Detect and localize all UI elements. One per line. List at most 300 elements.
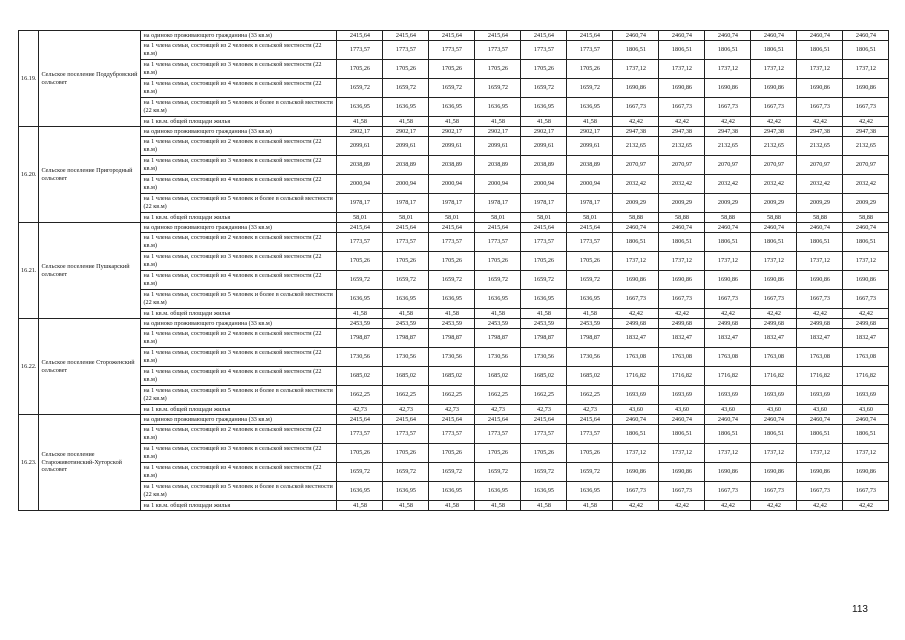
table-row xyxy=(19,271,889,290)
value-cell: 1806,51 xyxy=(705,233,751,252)
value-cell: 41,58 xyxy=(475,117,521,127)
value-cell: 1832,47 xyxy=(751,329,797,348)
value-cell: 1806,51 xyxy=(797,233,843,252)
value-cell: 1636,95 xyxy=(521,98,567,117)
value-cell: 2415,64 xyxy=(475,31,521,41)
value-cell: 2415,64 xyxy=(337,31,383,41)
value-cell: 2038,89 xyxy=(567,156,613,175)
value-cell: 2453,59 xyxy=(567,319,613,329)
value-cell: 1662,25 xyxy=(337,386,383,405)
value-cell: 1978,17 xyxy=(521,194,567,213)
value-cell: 1806,51 xyxy=(659,41,705,60)
value-cell: 1806,51 xyxy=(797,41,843,60)
value-cell: 2415,64 xyxy=(429,415,475,425)
row-label: на 1 члена семьи, состоящей из 2 человек в сельской местности (22 кв.м) xyxy=(141,329,337,348)
value-cell: 2415,64 xyxy=(521,415,567,425)
value-cell: 1798,87 xyxy=(475,329,521,348)
value-cell: 1693,69 xyxy=(659,386,705,405)
value-cell: 1763,08 xyxy=(797,348,843,367)
row-label: на 1 кв.м. общей площади жилья xyxy=(141,501,337,511)
value-cell: 1798,87 xyxy=(383,329,429,348)
value-cell: 1773,57 xyxy=(567,41,613,60)
value-cell: 43,60 xyxy=(659,405,705,415)
value-cell: 1636,95 xyxy=(475,98,521,117)
row-label: на одиноко проживающего гражданина (33 кв.м) xyxy=(141,127,337,137)
table-row xyxy=(19,117,889,127)
value-cell: 2070,97 xyxy=(843,156,889,175)
value-cell: 2460,74 xyxy=(751,31,797,41)
value-cell: 41,58 xyxy=(429,309,475,319)
value-cell: 1667,73 xyxy=(613,98,659,117)
section-name: Сельское поселение Пушкарский сельсовет xyxy=(39,223,141,319)
value-cell: 1690,86 xyxy=(613,463,659,482)
value-cell: 1798,87 xyxy=(567,329,613,348)
value-cell: 2499,68 xyxy=(751,319,797,329)
value-cell: 1773,57 xyxy=(475,425,521,444)
value-cell: 1737,12 xyxy=(705,444,751,463)
value-cell: 1806,51 xyxy=(751,41,797,60)
value-cell: 1690,86 xyxy=(843,271,889,290)
value-cell: 1806,51 xyxy=(613,233,659,252)
value-cell: 2460,74 xyxy=(705,31,751,41)
value-cell: 43,60 xyxy=(797,405,843,415)
value-cell: 1832,47 xyxy=(659,329,705,348)
value-cell: 1690,86 xyxy=(797,463,843,482)
value-cell: 2099,61 xyxy=(429,137,475,156)
row-label: на одиноко проживающего гражданина (33 кв.м) xyxy=(141,31,337,41)
value-cell: 42,42 xyxy=(751,501,797,511)
value-cell: 58,88 xyxy=(797,213,843,223)
value-cell: 42,42 xyxy=(659,117,705,127)
section-index: 16.19. xyxy=(19,31,39,127)
value-cell: 1636,95 xyxy=(567,290,613,309)
value-cell: 1690,86 xyxy=(843,463,889,482)
section-index: 16.23. xyxy=(19,415,39,511)
value-cell: 1806,51 xyxy=(751,425,797,444)
value-cell: 2902,17 xyxy=(337,127,383,137)
value-cell: 1737,12 xyxy=(797,252,843,271)
value-cell: 2132,65 xyxy=(843,137,889,156)
value-cell: 1773,57 xyxy=(429,233,475,252)
value-cell: 2902,17 xyxy=(383,127,429,137)
table-row xyxy=(19,60,889,79)
table-row xyxy=(19,463,889,482)
value-cell: 1773,57 xyxy=(567,425,613,444)
value-cell: 1667,73 xyxy=(751,290,797,309)
value-cell: 1636,95 xyxy=(429,98,475,117)
value-cell: 1773,57 xyxy=(521,425,567,444)
value-cell: 2070,97 xyxy=(751,156,797,175)
value-cell: 1636,95 xyxy=(475,290,521,309)
value-cell: 1690,86 xyxy=(705,271,751,290)
value-cell: 1690,86 xyxy=(659,271,705,290)
value-cell: 43,60 xyxy=(843,405,889,415)
value-cell: 2099,61 xyxy=(383,137,429,156)
value-cell: 1659,72 xyxy=(429,271,475,290)
value-cell: 2460,74 xyxy=(659,415,705,425)
value-cell: 1730,56 xyxy=(429,348,475,367)
value-cell: 1667,73 xyxy=(843,482,889,501)
value-cell: 2415,64 xyxy=(383,31,429,41)
value-cell: 1773,57 xyxy=(337,233,383,252)
value-cell: 1636,95 xyxy=(567,482,613,501)
row-label: на 1 члена семьи, состоящей из 3 человек в сельской местности (22 кв.м) xyxy=(141,60,337,79)
value-cell: 2032,42 xyxy=(843,175,889,194)
table-row xyxy=(19,252,889,271)
value-cell: 1705,26 xyxy=(475,252,521,271)
section-index: 16.21. xyxy=(19,223,39,319)
table-row xyxy=(19,444,889,463)
value-cell: 1659,72 xyxy=(337,271,383,290)
value-cell: 41,58 xyxy=(475,309,521,319)
value-cell: 41,58 xyxy=(429,501,475,511)
value-cell: 1763,08 xyxy=(613,348,659,367)
value-cell: 2947,38 xyxy=(659,127,705,137)
value-cell: 2000,94 xyxy=(337,175,383,194)
value-cell: 1773,57 xyxy=(475,233,521,252)
value-cell: 1798,87 xyxy=(521,329,567,348)
value-cell: 2460,74 xyxy=(705,415,751,425)
value-cell: 1832,47 xyxy=(797,329,843,348)
row-label: на 1 члена семьи, состоящей из 2 человек в сельской местности (22 кв.м) xyxy=(141,233,337,252)
value-cell: 1636,95 xyxy=(383,482,429,501)
value-cell: 43,60 xyxy=(705,405,751,415)
value-cell: 1773,57 xyxy=(383,425,429,444)
value-cell: 2460,74 xyxy=(797,223,843,233)
value-cell: 42,73 xyxy=(567,405,613,415)
value-cell: 2070,97 xyxy=(613,156,659,175)
value-cell: 1798,87 xyxy=(429,329,475,348)
value-cell: 1693,69 xyxy=(751,386,797,405)
value-cell: 1693,69 xyxy=(705,386,751,405)
value-cell: 1667,73 xyxy=(797,482,843,501)
value-cell: 1690,86 xyxy=(751,463,797,482)
value-cell: 1690,86 xyxy=(843,79,889,98)
value-cell: 2453,59 xyxy=(337,319,383,329)
value-cell: 41,58 xyxy=(383,309,429,319)
value-cell: 1659,72 xyxy=(383,463,429,482)
value-cell: 2415,64 xyxy=(475,415,521,425)
section-name: Сельское поселение Староживотинский-Хуторской сельсовет xyxy=(39,415,141,511)
value-cell: 1636,95 xyxy=(475,482,521,501)
value-cell: 2000,94 xyxy=(383,175,429,194)
value-cell: 1667,73 xyxy=(705,482,751,501)
value-cell: 1773,57 xyxy=(337,425,383,444)
row-label: на 1 члена семьи, состоящей из 5 человек и более в сельской местности (22 кв.м) xyxy=(141,482,337,501)
value-cell: 1737,12 xyxy=(705,60,751,79)
value-cell: 2032,42 xyxy=(751,175,797,194)
value-cell: 1690,86 xyxy=(797,79,843,98)
row-label: на 1 члена семьи, состоящей из 3 человек в сельской местности (22 кв.м) xyxy=(141,348,337,367)
value-cell: 1693,69 xyxy=(613,386,659,405)
value-cell: 1737,12 xyxy=(659,252,705,271)
value-cell: 1737,12 xyxy=(659,444,705,463)
value-cell: 1716,82 xyxy=(613,367,659,386)
value-cell: 2902,17 xyxy=(429,127,475,137)
value-cell: 2453,59 xyxy=(383,319,429,329)
row-label: на 1 члена семьи, состоящей из 4 человек в сельской местности (22 кв.м) xyxy=(141,175,337,194)
value-cell: 2460,74 xyxy=(613,31,659,41)
value-cell: 1685,02 xyxy=(521,367,567,386)
value-cell: 42,42 xyxy=(843,309,889,319)
row-label: на 1 кв.м. общей площади жилья xyxy=(141,117,337,127)
row-label: на одиноко проживающего гражданина (33 кв.м) xyxy=(141,415,337,425)
value-cell: 1659,72 xyxy=(383,271,429,290)
value-cell: 1705,26 xyxy=(567,444,613,463)
value-cell: 2460,74 xyxy=(751,415,797,425)
value-cell: 1773,57 xyxy=(521,233,567,252)
table-row xyxy=(19,501,889,511)
value-cell: 58,01 xyxy=(567,213,613,223)
value-cell: 41,58 xyxy=(567,501,613,511)
value-cell: 1659,72 xyxy=(567,271,613,290)
value-cell: 2499,68 xyxy=(613,319,659,329)
value-cell: 1690,86 xyxy=(613,79,659,98)
value-cell: 1730,56 xyxy=(475,348,521,367)
value-cell: 1667,73 xyxy=(613,290,659,309)
value-cell: 1690,86 xyxy=(751,271,797,290)
value-cell: 42,42 xyxy=(705,117,751,127)
value-cell: 1690,86 xyxy=(613,271,659,290)
value-cell: 42,42 xyxy=(797,501,843,511)
value-cell: 1705,26 xyxy=(475,444,521,463)
row-label: на 1 члена семьи, состоящей из 4 человек в сельской местности (22 кв.м) xyxy=(141,271,337,290)
value-cell: 42,73 xyxy=(521,405,567,415)
value-cell: 1705,26 xyxy=(383,444,429,463)
value-cell: 1737,12 xyxy=(843,252,889,271)
value-cell: 1659,72 xyxy=(521,463,567,482)
value-cell: 2032,42 xyxy=(705,175,751,194)
value-cell: 42,42 xyxy=(705,309,751,319)
table-row xyxy=(19,425,889,444)
value-cell: 1705,26 xyxy=(383,252,429,271)
table-row xyxy=(19,156,889,175)
value-cell: 41,58 xyxy=(337,309,383,319)
table-row xyxy=(19,79,889,98)
value-cell: 42,42 xyxy=(613,117,659,127)
value-cell: 1636,95 xyxy=(567,98,613,117)
value-cell: 1690,86 xyxy=(797,271,843,290)
value-cell: 1730,56 xyxy=(383,348,429,367)
value-cell: 1705,26 xyxy=(475,60,521,79)
value-cell: 1636,95 xyxy=(337,290,383,309)
value-cell: 2132,65 xyxy=(705,137,751,156)
row-label: на 1 члена семьи, состоящей из 4 человек в сельской местности (22 кв.м) xyxy=(141,463,337,482)
value-cell: 1685,02 xyxy=(429,367,475,386)
value-cell: 1659,72 xyxy=(337,79,383,98)
value-cell: 2453,59 xyxy=(475,319,521,329)
value-cell: 42,73 xyxy=(429,405,475,415)
value-cell: 1659,72 xyxy=(475,79,521,98)
value-cell: 1832,47 xyxy=(705,329,751,348)
value-cell: 41,58 xyxy=(383,117,429,127)
value-cell: 1659,72 xyxy=(429,79,475,98)
value-cell: 1705,26 xyxy=(337,60,383,79)
value-cell: 42,73 xyxy=(383,405,429,415)
value-cell: 1737,12 xyxy=(797,444,843,463)
row-label: на одиноко проживающего гражданина (33 кв.м) xyxy=(141,319,337,329)
table-row xyxy=(19,319,889,329)
value-cell: 2415,64 xyxy=(567,415,613,425)
value-cell: 1806,51 xyxy=(613,425,659,444)
table-row xyxy=(19,348,889,367)
value-cell: 2415,64 xyxy=(337,415,383,425)
row-label: на 1 члена семьи, состоящей из 4 человек в сельской местности (22 кв.м) xyxy=(141,367,337,386)
value-cell: 1705,26 xyxy=(383,60,429,79)
value-cell: 1773,57 xyxy=(383,41,429,60)
table-row xyxy=(19,290,889,309)
value-cell: 2009,29 xyxy=(751,194,797,213)
value-cell: 58,01 xyxy=(475,213,521,223)
value-cell: 2499,68 xyxy=(797,319,843,329)
value-cell: 2070,97 xyxy=(659,156,705,175)
value-cell: 2460,74 xyxy=(843,223,889,233)
value-cell: 42,42 xyxy=(843,501,889,511)
value-cell: 1636,95 xyxy=(337,482,383,501)
value-cell: 2009,29 xyxy=(613,194,659,213)
row-label: на одиноко проживающего гражданина (33 кв.м) xyxy=(141,223,337,233)
table-row xyxy=(19,482,889,501)
value-cell: 1737,12 xyxy=(613,444,659,463)
value-cell: 2032,42 xyxy=(659,175,705,194)
value-cell: 2947,38 xyxy=(705,127,751,137)
value-cell: 1705,26 xyxy=(567,60,613,79)
value-cell: 2415,64 xyxy=(567,31,613,41)
section-name: Сельское поселение Стороженский сельсовет xyxy=(39,319,141,415)
value-cell: 58,01 xyxy=(383,213,429,223)
value-cell: 1737,12 xyxy=(843,444,889,463)
value-cell: 1716,82 xyxy=(659,367,705,386)
value-cell: 1685,02 xyxy=(475,367,521,386)
value-cell: 1662,25 xyxy=(521,386,567,405)
value-cell: 2415,64 xyxy=(383,223,429,233)
value-cell: 2415,64 xyxy=(567,223,613,233)
value-cell: 58,88 xyxy=(705,213,751,223)
value-cell: 1690,86 xyxy=(705,79,751,98)
value-cell: 41,58 xyxy=(567,309,613,319)
value-cell: 2415,64 xyxy=(521,223,567,233)
value-cell: 1636,95 xyxy=(383,290,429,309)
value-cell: 58,88 xyxy=(843,213,889,223)
table-row xyxy=(19,31,889,41)
value-cell: 1636,95 xyxy=(429,290,475,309)
value-cell: 1978,17 xyxy=(475,194,521,213)
section-index: 16.20. xyxy=(19,127,39,223)
value-cell: 42,42 xyxy=(843,117,889,127)
value-cell: 1667,73 xyxy=(659,482,705,501)
value-cell: 42,42 xyxy=(659,309,705,319)
value-cell: 58,88 xyxy=(751,213,797,223)
value-cell: 1667,73 xyxy=(659,98,705,117)
value-cell: 2415,64 xyxy=(383,415,429,425)
value-cell: 2009,29 xyxy=(843,194,889,213)
value-cell: 2415,64 xyxy=(521,31,567,41)
value-cell: 1763,08 xyxy=(659,348,705,367)
value-cell: 1806,51 xyxy=(797,425,843,444)
value-cell: 2009,29 xyxy=(705,194,751,213)
value-cell: 2460,74 xyxy=(659,31,705,41)
table-row xyxy=(19,415,889,425)
value-cell: 41,58 xyxy=(521,309,567,319)
value-cell: 1716,82 xyxy=(797,367,843,386)
value-cell: 2499,68 xyxy=(659,319,705,329)
value-cell: 1705,26 xyxy=(429,252,475,271)
value-cell: 2038,89 xyxy=(521,156,567,175)
value-cell: 1659,72 xyxy=(337,463,383,482)
value-cell: 1636,95 xyxy=(337,98,383,117)
value-cell: 42,42 xyxy=(751,117,797,127)
value-cell: 1667,73 xyxy=(659,290,705,309)
value-cell: 1978,17 xyxy=(429,194,475,213)
value-cell: 1693,69 xyxy=(843,386,889,405)
value-cell: 2499,68 xyxy=(705,319,751,329)
value-cell: 2460,74 xyxy=(613,223,659,233)
value-cell: 1806,51 xyxy=(659,425,705,444)
value-cell: 2009,29 xyxy=(659,194,705,213)
table-row xyxy=(19,175,889,194)
value-cell: 2132,65 xyxy=(751,137,797,156)
value-cell: 41,58 xyxy=(383,501,429,511)
row-label: на 1 члена семьи, состоящей из 5 человек и более в сельской местности (22 кв.м) xyxy=(141,194,337,213)
value-cell: 1705,26 xyxy=(521,252,567,271)
value-cell: 1716,82 xyxy=(751,367,797,386)
value-cell: 2132,65 xyxy=(613,137,659,156)
value-cell: 1667,73 xyxy=(705,98,751,117)
value-cell: 1716,82 xyxy=(843,367,889,386)
value-cell: 1737,12 xyxy=(797,60,843,79)
value-cell: 1667,73 xyxy=(751,98,797,117)
value-cell: 1690,86 xyxy=(705,463,751,482)
value-cell: 1737,12 xyxy=(843,60,889,79)
value-cell: 58,01 xyxy=(429,213,475,223)
value-cell: 2099,61 xyxy=(475,137,521,156)
value-cell: 1659,72 xyxy=(429,463,475,482)
value-cell: 1978,17 xyxy=(337,194,383,213)
value-cell: 43,60 xyxy=(613,405,659,415)
value-cell: 2070,97 xyxy=(797,156,843,175)
value-cell: 41,58 xyxy=(521,117,567,127)
value-cell: 2000,94 xyxy=(475,175,521,194)
value-cell: 58,88 xyxy=(659,213,705,223)
table-row xyxy=(19,386,889,405)
table-row xyxy=(19,223,889,233)
value-cell: 1705,26 xyxy=(429,444,475,463)
value-cell: 2947,38 xyxy=(613,127,659,137)
value-cell: 1806,51 xyxy=(613,41,659,60)
value-cell: 2070,97 xyxy=(705,156,751,175)
value-cell: 41,58 xyxy=(337,117,383,127)
value-cell: 42,42 xyxy=(705,501,751,511)
value-cell: 1693,69 xyxy=(797,386,843,405)
value-cell: 1667,73 xyxy=(797,290,843,309)
value-cell: 1667,73 xyxy=(751,482,797,501)
value-cell: 1798,87 xyxy=(337,329,383,348)
value-cell: 1737,12 xyxy=(659,60,705,79)
value-cell: 42,73 xyxy=(475,405,521,415)
value-cell: 1737,12 xyxy=(751,444,797,463)
value-cell: 1730,56 xyxy=(337,348,383,367)
value-cell: 1705,26 xyxy=(521,444,567,463)
value-cell: 2000,94 xyxy=(429,175,475,194)
value-cell: 1705,26 xyxy=(337,252,383,271)
value-cell: 2460,74 xyxy=(751,223,797,233)
row-label: на 1 кв.м. общей площади жилья xyxy=(141,405,337,415)
value-cell: 1662,25 xyxy=(429,386,475,405)
value-cell: 1659,72 xyxy=(475,271,521,290)
value-cell: 2132,65 xyxy=(797,137,843,156)
value-cell: 1659,72 xyxy=(475,463,521,482)
value-cell: 2099,61 xyxy=(337,137,383,156)
